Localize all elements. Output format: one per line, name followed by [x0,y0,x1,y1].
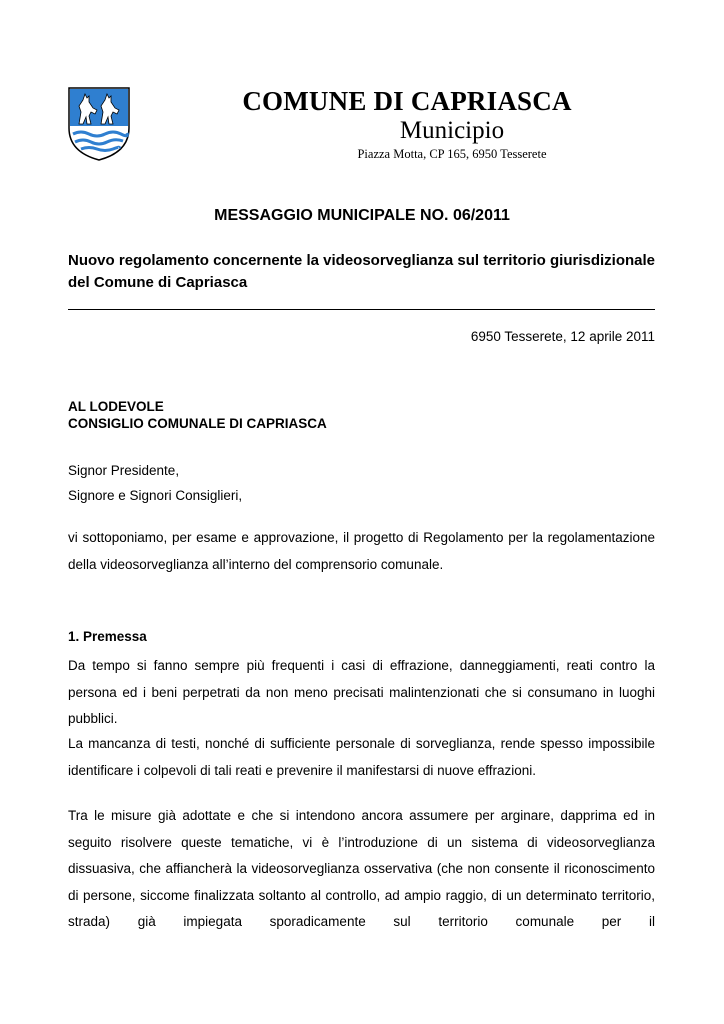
addressee-line: CONSIGLIO COMUNALE DI CAPRIASCA [68,416,327,431]
addressee-line: AL LODEVOLE [68,399,164,414]
section-heading: 1. Premessa [68,629,147,644]
message-subject: Nuovo regolamento concernente la videosorveglianza sul territorio giurisdizionale del Comune di Capriasca [68,252,655,291]
addressee-block [68,398,327,432]
message-title: MESSAGGIO MUNICIPALE NO. 06/2011 [214,207,510,224]
municipality-address: Piazza Motta, CP 165, 6950 Tesserete [357,147,547,161]
body-paragraph: Da tempo si fanno sempre più frequenti i casi di effrazione, danneggiamenti, reati contro la persona ed i beni perpetrati da non meno precisati malintenzionati che si consumano in luoghi pubblici. [68,658,655,726]
intro-paragraph: vi sottoponiamo, per esame e approvazione, il progetto di Regolamento per la regolamentazione della videosorveglianza all’interno del comprensorio comunale. [68,530,655,572]
salutation-line: Signore e Signori Consiglieri, [68,488,243,503]
salutation-line: Signor Presidente, [68,463,180,478]
municipality-subtitle: Municipio [399,117,505,144]
body-paragraph: La mancanza di testi, nonché di sufficiente personale di sorveglianza, rende spesso impossibile identificare i colpevoli di tali reati e prevenire il manifestarsi di nuove effrazioni. [68,736,655,778]
salutation-block [68,458,242,508]
body-paragraph: Tra le misure già adottate e che si intendono ancora assumere per arginare, dapprima ed in seguito risolvere queste tematiche, vi è l’introduzione di un sistema di videosorveglianza dissuasiva, che affiancherà la videosorveglianza osservativa (che non consente il riconoscimento di persone, siccome finalizzata soltanto al controllo, ad ampio raggio, di un determinato territorio, strada) già impiegata sporadicamente sul territorio comunale per il [68,808,655,929]
municipality-title: COMUNE DI CAPRIASCA [242,86,572,116]
date-line: 6950 Tesserete, 12 aprile 2011 [470,329,655,344]
divider [68,309,655,310]
